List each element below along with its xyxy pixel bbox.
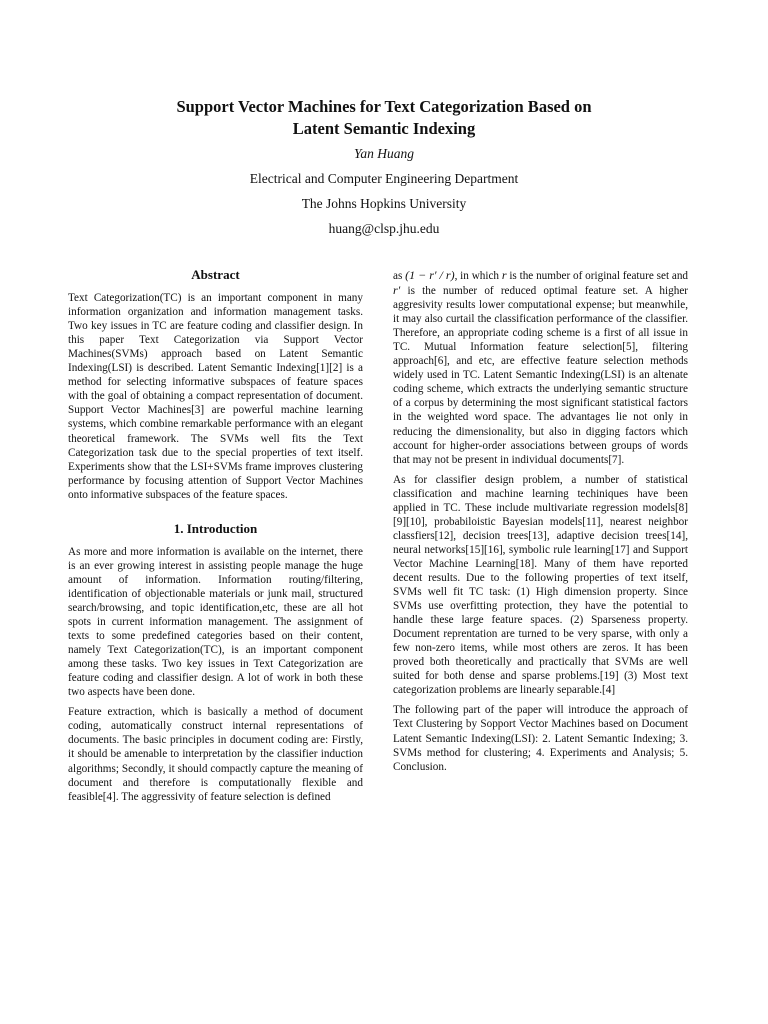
paper-title [0,96,768,140]
author-university: The Johns Hopkins University [301,196,467,211]
title-line-1: Support Vector Machines for Text Categorization Based on [176,97,592,116]
in-which-text: , in which [454,270,500,282]
feature-selection-text: is the number of reduced optimal feature set. A higher aggresivity results lower computational expense; but meanwhile, it may also curtail the classification performance of the classifier. Therefore, an appropriate coding scheme is a first of all issue in TC. Mutual Information feature selection[5], filtering approach[6], and etc, are effective feature selection methods widely used in TC. Latent Semantic Indexing(LSI) is an altenate coding scheme, which extracts the underlying semantic structure of a corpus by determining the most significant statistical factors in the weighted word space. The advantages lie not only in reducing the dimensionality, but also in digging factors which account for higher-order associations between groups of words that may not be present in individual documents[7]. [393,285,689,466]
paper-header [0,96,768,237]
title-line-2: Latent Semantic Indexing [292,119,476,138]
right-paragraph-2: As for classifier design problem, a number of statistical classification and machine learning techiniques have been applied in TC. These include multivariate regression models[8][9][10], probabiloistic Bayesian models[11], nearest neighbor classfiers[12], decision trees[13], adaptive decision trees[14], neural networks[15][16], symbolic rule learning[17] and Support Vector Machine Learning[18]. Many of them have reported decent results. Due to the following properties of text itself, SVMs well fit TC task: (1) High dimension property. Since SVMs use overfitting protection, they have the potential to handle these large feature spaces. (2) Sparseness property. Document reprentation are turned to be very sparse, with only a few non-zero items, while most others are zeros. It has been proved both theoretically and practically that SVMs are well suited for both dense and sparse problems.[19] (3) Most text categorization problems are linearly separable.[4] [393,473,688,697]
left-column [68,268,363,810]
right-paragraph-3: The following part of the paper will introduce the approach of Text Clustering by Sopport Vector Machines based on Document Latent Semantic Indexing(LSI): 2. Latent Semantic Indexing; 3. SVMs method for clustering; 4. Experiments and Analysis; 5. Conclusion. [393,704,688,773]
right-paragraph-1 [393,268,688,467]
r-prime-variable: r′ [393,283,401,298]
abstract-heading: Abstract [191,267,240,282]
author-email: huang@clsp.jhu.edu [328,221,440,236]
as-word: as [393,270,403,282]
introduction-paragraph-2: Feature extraction, which is basically a method of document coding, automatically construct internal representations of documents. The basic principles in document coding are: Firstly, it should be amenable to interpretation by the classifier induction algorithms; Secondly, it should compactly capture the meaning of document and therefore is computationally flexible and feasible[4]. The aggressivity of feature selection is defined [68,706,363,803]
right-column [393,268,688,780]
author-name: Yan Huang [354,146,414,161]
introduction-heading: 1. Introduction [173,520,258,536]
aggressivity-formula: (1 − r′ / r) [405,268,455,282]
author-department: Electrical and Computer Engineering Department [249,171,519,186]
introduction-paragraph-1: As more and more information is available on the internet, there is an ever growing interest in assisting people manage the huge amount of information. Information routing/filtering, identification of objectionable materials or junk mail, structured search/browsing, and topic identification,etc, these are all hot spots in current information management. The assignment of texts to some predefined categories based on their content, namely Text Categorization(TC), is an important component among these tasks. Two key issues in Text Categorization are feature coding and classifier design. A lot of work in both these two aspects have been done. [68,545,363,699]
original-feature-text: is the number of original feature set and [509,270,689,282]
r-variable: r [501,268,507,282]
abstract-text: Text Categorization(TC) is an important component in many information organization and information management tasks. Two key issues in TC are feature coding and classifier design. In this paper Text Categorization via Support Vector Machines(SVMs) approach based on Latent Semantic Indexing(LSI) is described. Latent Semantic Indexing[1][2] is a method for selecting informative subspaces of feature spaces with the goal of obtaining a compact representation of document. Support Vector Machines[3] are powerful machine learning systems, which combine remarkable performance with an elegant theoretical framework. The SVMs well fits the Text Categorization task due to the special properties of text itself. Experiments show that the LSI+SVMs frame improves clustering performance by focusing attention of Support Vector Machines onto informative subspaces of the feature spaces. [68,292,363,501]
